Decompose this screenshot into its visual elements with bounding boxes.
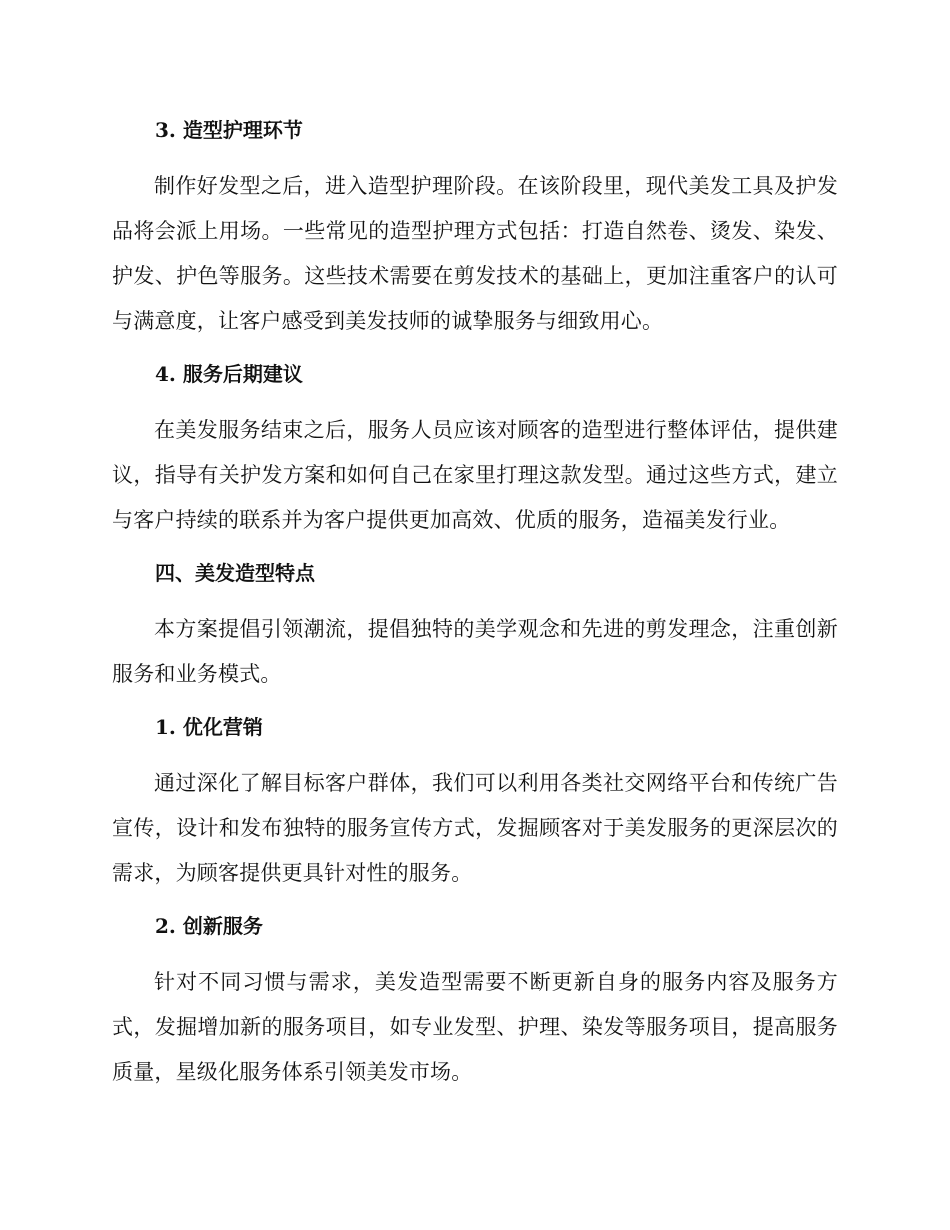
subheading-styling-care: 3. 造型护理环节 bbox=[155, 118, 303, 142]
subheading-marketing: 1. 优化营销 bbox=[155, 715, 263, 739]
paragraph-after-service: 在美发服务结束之后，服务人员应该对顾客的造型进行整体评估，提供建议，指导有关护发方案和如何自己在家里打理这款发型。通过这些方式，建立与客户持续的联系并为客户提供更加高效、优质的服务，造福美发行业。 bbox=[112, 418, 838, 532]
subheading-innovation: 2. 创新服务 bbox=[155, 914, 263, 938]
paragraph-innovation: 针对不同习惯与需求，美发造型需要不断更新自身的服务内容及服务方式，发掘增加新的服务项目，如专业发型、护理、染发等服务项目，提高服务质量，星级化服务体系引领美发市场。 bbox=[112, 970, 838, 1084]
paragraph-marketing: 通过深化了解目标客户群体，我们可以利用各类社交网络平台和传统广告宣传，设计和发布独特的服务宣传方式，发掘顾客对于美发服务的更深层次的需求，为顾客提供更具针对性的服务。 bbox=[112, 771, 838, 885]
section-heading-features: 四、美发造型特点 bbox=[155, 561, 315, 585]
subheading-after-service: 4. 服务后期建议 bbox=[155, 362, 303, 386]
paragraph-styling-care: 制作好发型之后，进入造型护理阶段。在该阶段里，现代美发工具及护发品将会派上用场。一些常见的造型护理方式包括：打造自然卷、烫发、染发、护发、护色等服务。这些技术需要在剪发技术的基础上，更加注重客户的认可与满意度，让客户感受到美发技师的诚挚服务与细致用心。 bbox=[112, 174, 838, 333]
paragraph-features: 本方案提倡引领潮流，提倡独特的美学观念和先进的剪发理念，注重创新服务和业务模式。 bbox=[112, 617, 838, 686]
